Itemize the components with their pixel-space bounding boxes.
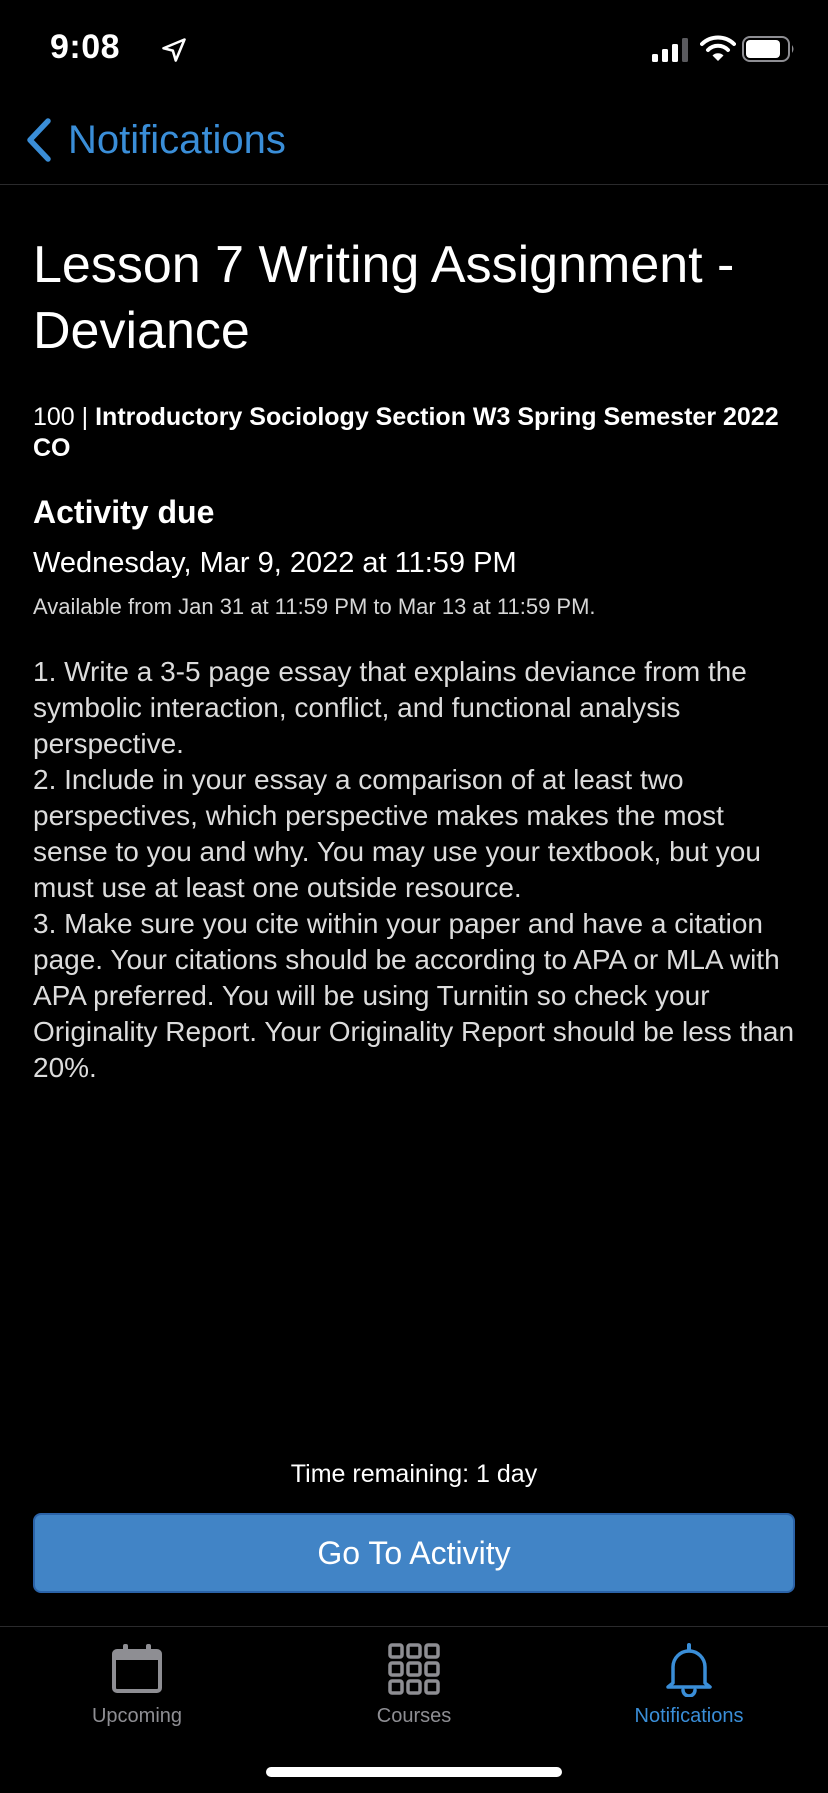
status-time: 9:08: [50, 28, 121, 66]
chevron-left-icon: [22, 115, 56, 165]
due-heading: Activity due: [33, 494, 215, 530]
home-indicator: [266, 1767, 562, 1777]
navigation-bar: [0, 100, 828, 185]
tab-notifications-label: Notifications: [634, 1705, 744, 1727]
battery-icon: [742, 36, 796, 62]
go-to-activity-button[interactable]: Go To Activity: [33, 1513, 795, 1593]
location-arrow-icon: [160, 36, 188, 64]
grid-icon: [386, 1641, 442, 1697]
back-button-label: Notifications: [68, 117, 286, 162]
calendar-icon: [109, 1641, 165, 1697]
tab-upcoming[interactable]: [37, 1641, 237, 1728]
cellular-signal-icon: [652, 38, 690, 62]
course-name: Introductory Sociology Section W3 Spring Semester 2022 CO: [33, 403, 779, 462]
status-bar: [0, 0, 828, 100]
bell-icon: [661, 1641, 717, 1697]
back-button[interactable]: [22, 112, 286, 168]
time-remaining: Time remaining: 1 day: [290, 1460, 538, 1488]
assignment-detail: [33, 232, 798, 1086]
tab-notifications[interactable]: [589, 1641, 789, 1728]
course-code: 100 |: [33, 403, 89, 431]
due-date: Wednesday, Mar 9, 2022 at 11:59 PM: [33, 547, 517, 579]
tab-courses[interactable]: [314, 1641, 514, 1728]
assignment-title: Lesson 7 Writing Assignment - Deviance: [33, 236, 735, 360]
availability-window: Available from Jan 31 at 11:59 PM to Mar 13 at 11:59 PM.: [33, 594, 596, 619]
wifi-icon: [700, 34, 736, 62]
tab-courses-label: Courses: [376, 1705, 452, 1727]
assignment-description: 1. Write a 3-5 page essay that explains deviance from the symbolic interaction, conflict, and functional analysis perspective. 2. Include in your essay a comparison of at least two perspectives, which perspective makes makes the most sense to you and why. You may use your textbook, but you must use at least one outside resource. 3. Make sure you cite within your paper and have a citation page. Your citations should be according to APA or MLA with APA preferred. You will be using Turnitin so check your Originality Report. Your Originality Report should be less than 20%.: [33, 656, 795, 1083]
course-info: [33, 402, 798, 464]
tab-upcoming-label: Upcoming: [91, 1705, 183, 1727]
